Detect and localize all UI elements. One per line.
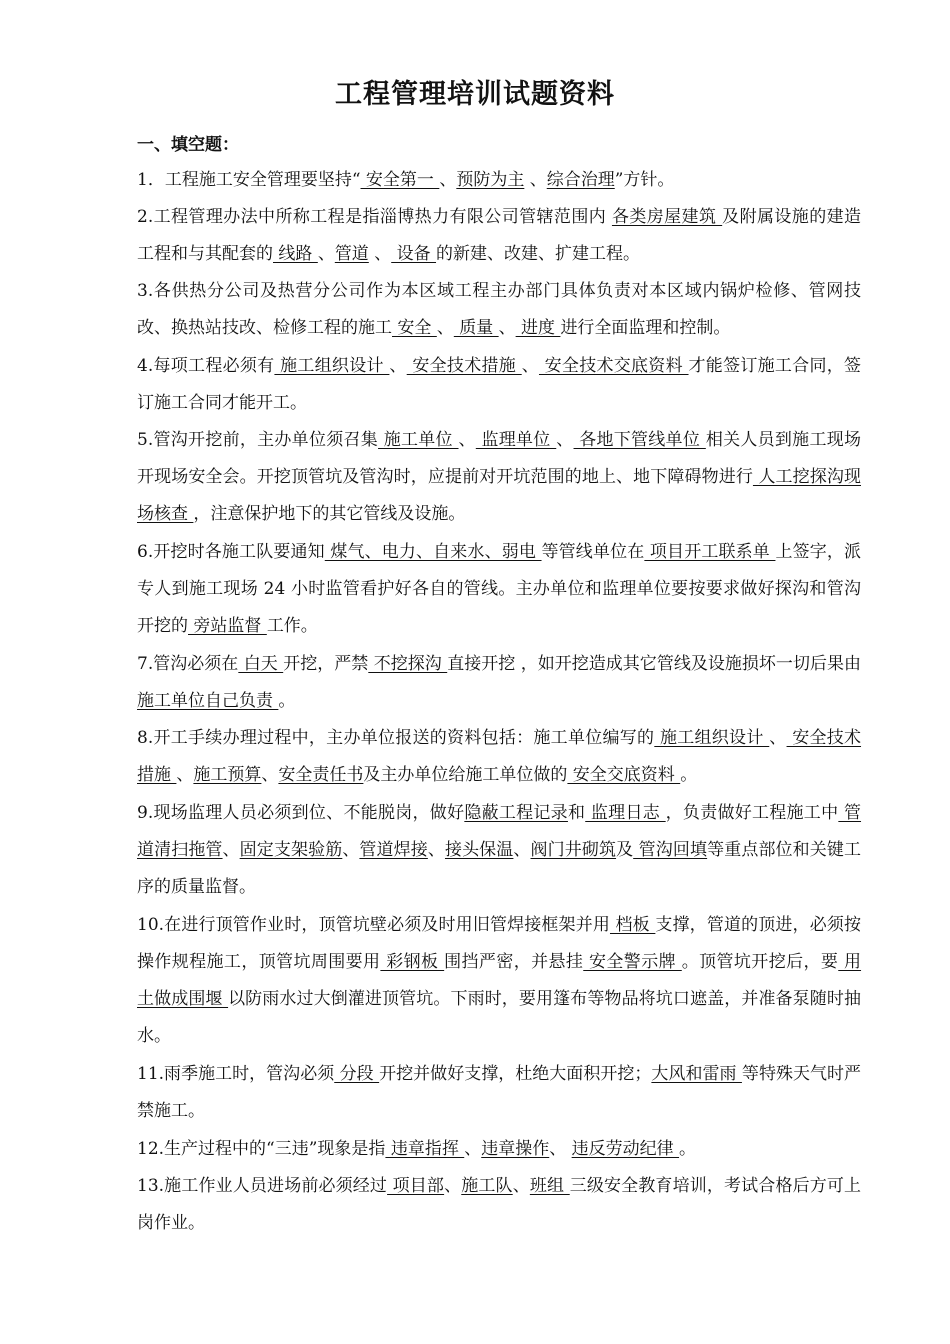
question-text: 工作。 [266, 616, 318, 636]
answer-blank: 施工组织设计 [274, 356, 390, 376]
answer-blank: 管沟回填 [633, 840, 708, 860]
question-13 [137, 1168, 861, 1242]
answer-blank: 安全 [392, 318, 437, 338]
question-text: 、 [498, 318, 516, 338]
question-text: 12.生产过程中的“三违”现象是指 [137, 1139, 386, 1159]
answer-blank: 项目部 [387, 1176, 445, 1196]
answer-blank: 分段 [334, 1064, 380, 1084]
question-text: 开挖并做好支撑，杜绝大面积开挖； [379, 1064, 652, 1084]
question-text: 。 [278, 691, 296, 711]
question-text: 2.工程管理办法中所称工程是指淄博热力有限公司管辖范围内 [137, 207, 612, 227]
answer-blank: 施工队 [461, 1176, 513, 1196]
answer-blank: 管道焊接 [359, 840, 428, 860]
question-text: 、 [769, 728, 787, 748]
question-9 [137, 795, 861, 906]
question-text: 支撑，管道的顶进，必须按操作规程施工，顶管坑周围要用 [137, 915, 861, 972]
answer-blank: 档板 [609, 915, 656, 935]
answer-blank: 安全第一 [360, 170, 440, 190]
question-text: 、 [317, 244, 335, 264]
answer-blank: 旁站监督 [188, 616, 267, 636]
question-7 [137, 646, 861, 720]
answer-blank: 安全技术措施 [137, 728, 862, 785]
answer-blank: 预防为主 [456, 170, 525, 190]
question-4 [137, 348, 861, 422]
answer-blank: 综合治理 [546, 170, 615, 190]
question-text: 上签字，派专人到施工现场 24 小时监管看护好各自的管线。主办单位和监理单位要按要求做好探沟和管沟开挖的 [137, 542, 862, 636]
question-text: 以防雨水过大倒灌进顶管坑。下雨时，要用篷布等物品将坑口遮盖，并准备泵随时抽水。 [137, 989, 861, 1046]
question-12 [137, 1131, 861, 1168]
answer-blank: 违章指挥 [385, 1139, 465, 1159]
question-text: 、 [521, 356, 539, 376]
answer-blank: 安全责任书 [278, 765, 364, 785]
answer-blank: 违反劳动纪律 [571, 1139, 680, 1159]
question-text: 6.开挖时各施工队要通知 [137, 542, 325, 562]
question-text: 围挡严密，并悬挂 [444, 952, 584, 972]
question-text: 、 [368, 244, 392, 264]
question-text: 、 [524, 170, 547, 190]
question-1 [137, 162, 861, 199]
question-text: 7.管沟必须在 [137, 654, 239, 674]
answer-blank: 监理日志 [585, 803, 666, 823]
answer-blank: 进度 [515, 318, 561, 338]
question-text: 等特殊天气时严禁施工。 [137, 1064, 862, 1121]
answer-blank: 管道清扫拖管 [137, 803, 862, 860]
answer-blank: 不挖探沟 [368, 654, 448, 674]
question-text: 。 [679, 1139, 697, 1159]
question-text: 、 [342, 840, 360, 860]
question-6 [137, 534, 861, 645]
question-2 [137, 199, 861, 273]
answer-blank: 固定支架验筋 [239, 840, 343, 860]
question-text: 、 [427, 840, 445, 860]
question-text: 11.雨季施工时，管沟必须 [137, 1064, 335, 1084]
question-8 [137, 720, 861, 794]
question-text: 。顶管坑开挖后，要 [681, 952, 839, 972]
question-text: 才能签订施工合同，签订施工合同才能开工。 [137, 356, 861, 413]
answer-blank: 人工挖探沟现场核查 [137, 467, 861, 524]
question-text: 直接开挖 ，如开挖造成其它管线及设施损坏一切后果由 [447, 654, 861, 674]
section-heading: 一、填空题： [137, 135, 239, 155]
answer-blank: 施工组织设计 [654, 728, 770, 748]
answer-blank: 项目开工联系单 [644, 542, 776, 562]
question-11 [137, 1056, 861, 1130]
question-text: 、 [458, 430, 476, 450]
answer-blank: 彩钢板 [380, 952, 445, 972]
question-text: 和 [567, 803, 586, 823]
question-text: 4.每项工程必须有 [137, 356, 275, 376]
question-text: 相关人员到施工现场开现场安全会。开挖顶管坑及管沟时，应提前对开坑范围的地上、地下障碍物进行 [137, 430, 862, 487]
question-text: 8.开工手续办理过程中，主办单位报送的资料包括：施工单位编写的 [137, 728, 655, 748]
answer-blank: 设备 [391, 244, 437, 264]
question-text: 、 [556, 430, 574, 450]
answer-blank: 施工单位自己负责 [137, 691, 279, 711]
question-text: 9.现场监理人员必须到位、不能脱岗，做好 [137, 803, 465, 823]
answer-blank: 安全交底资料 [567, 765, 681, 785]
question-text: 、 [436, 318, 454, 338]
question-text: ，负责做好工程施工中 [665, 803, 839, 823]
question-text: 。 [680, 765, 698, 785]
question-text: 、 [464, 1139, 482, 1159]
question-text: 、 [176, 765, 194, 785]
question-3 [137, 273, 861, 347]
question-text: ”方针。 [614, 170, 675, 190]
question-text: 、 [261, 765, 279, 785]
question-text: ，注意保护地下的其它管线及设施。 [193, 504, 466, 524]
answer-blank: 用土做成围堰 [137, 952, 862, 1009]
answer-blank: 白天 [238, 654, 284, 674]
question-text: 、 [512, 1176, 530, 1196]
answer-blank: 线路 [273, 244, 318, 264]
question-text: 三级安全教育培训，考试合格后方可上岗作业。 [137, 1176, 862, 1233]
question-text: 的新建、改建、扩建工程。 [436, 244, 641, 264]
question-text: 、 [549, 1139, 572, 1159]
answer-blank: 安全技术措施 [406, 356, 522, 376]
answer-blank: 各类房屋建筑 [611, 207, 723, 227]
answer-blank: 安全技术交底资料 [538, 356, 689, 376]
question-text: 、 [513, 840, 531, 860]
question-5 [137, 422, 861, 533]
answer-blank: 各地下管线单位 [573, 430, 706, 450]
question-text: 3.各供热分公司及热营分公司作为本区域工程主办部门具体负责对本区域内锅炉检修、管网技改、换热站技改、检修工程的施工 [137, 281, 861, 338]
answer-blank: 班组 [529, 1176, 570, 1196]
answer-blank: 管道 [334, 244, 369, 264]
question-text: 13.施工作业人员进场前必须经过 [137, 1176, 388, 1196]
answer-blank: 安全警示牌 [583, 952, 682, 972]
question-text: 1．工程施工安全管理要坚持“ [137, 170, 361, 190]
answer-blank: 违章操作 [481, 1139, 550, 1159]
answer-blank: 大风和雷雨 [651, 1064, 742, 1084]
answer-blank: 隐蔽工程记录 [464, 803, 568, 823]
answer-blank: 施工预算 [193, 765, 262, 785]
question-text: 进行全面监理和控制。 [560, 318, 731, 338]
question-text: 、 [439, 170, 457, 190]
question-text: 10.在进行顶管作业时，顶管坑壁必须及时用旧管焊接框架并用 [137, 915, 610, 935]
page-title: 工程管理培训试题资料 [335, 79, 615, 110]
question-text: 及主办单位给施工单位做的 [363, 765, 568, 785]
question-text: 及 [616, 840, 634, 860]
answer-blank: 阀门井砌筑 [530, 840, 617, 860]
answer-blank: 煤气、电力、自来水、弱电 [324, 542, 542, 562]
question-text: 、 [444, 1176, 462, 1196]
question-text: 、 [389, 356, 407, 376]
question-text: 及附属设施的建造工程和与其配套的 [137, 207, 862, 264]
answer-blank: 施工单位 [378, 430, 459, 450]
question-text: 、 [222, 840, 240, 860]
question-text: 5.管沟开挖前，主办单位须召集 [137, 430, 379, 450]
answer-blank: 接头保温 [444, 840, 514, 860]
question-text: 等管线单位在 [541, 542, 645, 562]
answer-blank: 质量 [453, 318, 499, 338]
question-text: 开挖，严禁 [283, 654, 369, 674]
answer-blank: 监理单位 [475, 430, 557, 450]
question-10 [137, 907, 861, 1055]
question-text: 等重点部位和关键工序的质量监督。 [137, 840, 861, 897]
